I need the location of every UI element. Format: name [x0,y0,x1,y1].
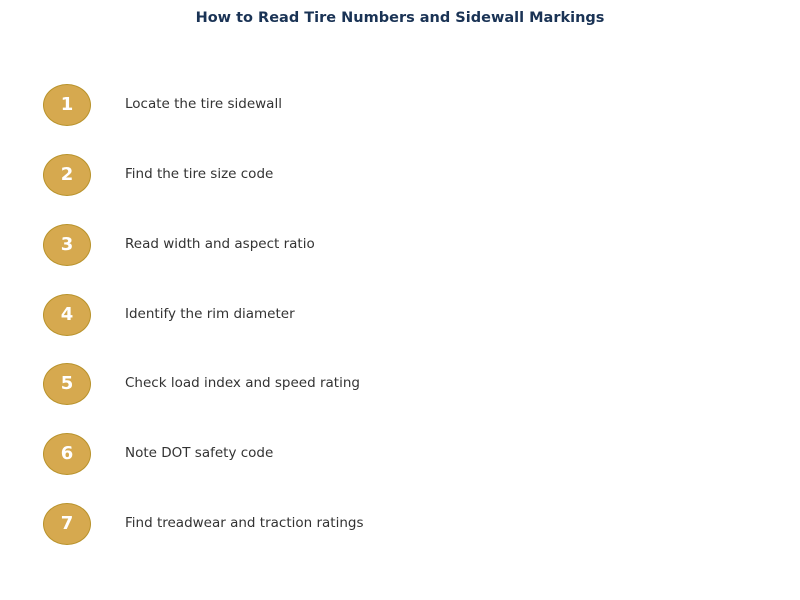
step-label: Note DOT safety code [125,445,274,461]
step-label: Check load index and speed rating [125,375,360,391]
step-number-badge: 1 [43,84,91,126]
step-label: Identify the rim diameter [125,306,295,322]
step-number-badge: 6 [43,433,91,475]
step-label: Find the tire size code [125,166,274,182]
diagram-title: How to Read Tire Numbers and Sidewall Markings [195,10,605,26]
step-number-badge: 7 [43,503,91,545]
step-number-badge: 5 [43,363,91,405]
step-label: Read width and aspect ratio [125,236,315,252]
step-label: Find treadwear and traction ratings [125,515,364,531]
step-number-badge: 2 [43,154,91,196]
step-number-badge: 3 [43,224,91,266]
step-7 [0,503,800,547]
step-label: Locate the tire sidewall [125,96,282,112]
step-2 [0,154,800,198]
step-4 [0,294,800,338]
step-1 [0,84,800,128]
step-3 [0,224,800,268]
step-6 [0,433,800,477]
step-number-badge: 4 [43,294,91,336]
step-5 [0,363,800,407]
